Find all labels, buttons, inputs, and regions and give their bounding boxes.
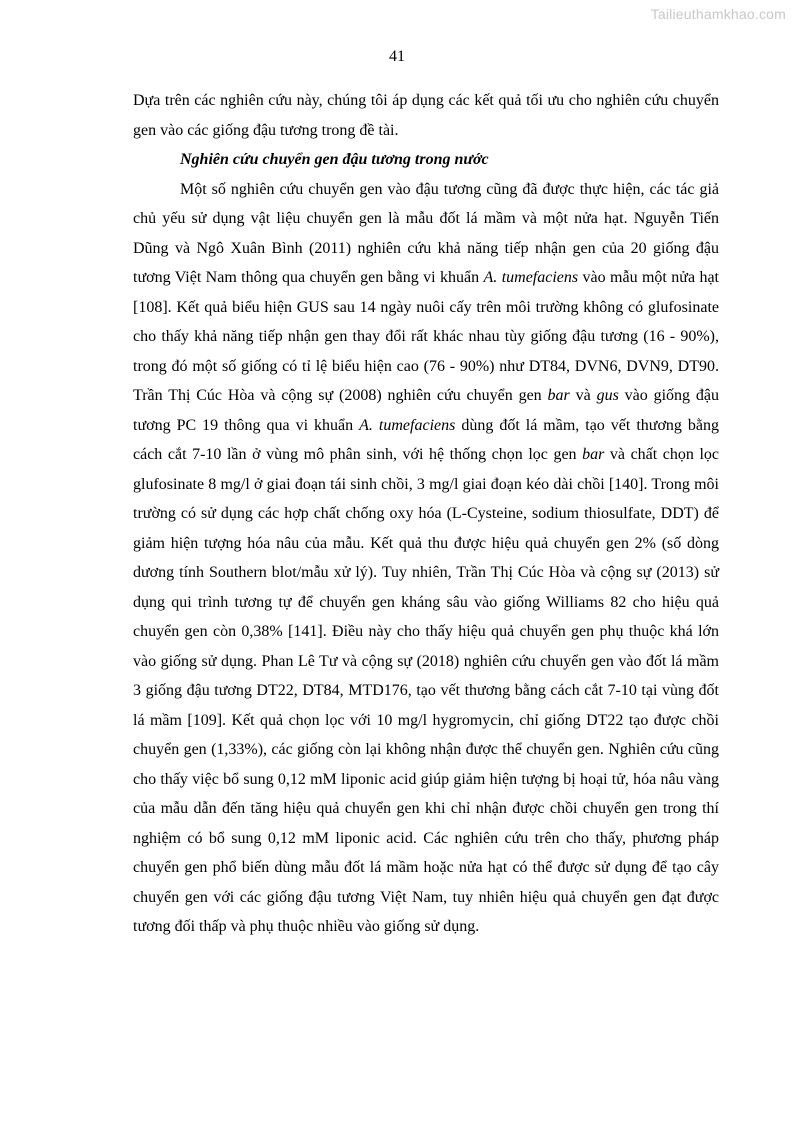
body-paragraph (133, 175, 719, 942)
body-text: và (569, 387, 597, 404)
body-italic-term: gus (596, 387, 619, 404)
body-italic-term: bar (582, 446, 605, 463)
intro-paragraph: Dựa trên các nghiên cứu này, chúng tôi áp dụng các kết quả tối ưu cho nghiên cứu chuyển gen vào các giống đậu tương trong đề tài. (133, 92, 719, 139)
watermark: Tailieuthamkhao.com (650, 6, 786, 22)
body-text: và chất chọn lọc glufosinate 8 mg/l ở giai đoạn tái sinh chồi, 3 mg/l giai đoạn kéo dài chồi [140]. Trong môi trường có sử dụng các hợp chất chống oxy hóa (L-Cysteine, sodium thiosulfate, DDT) để giảm hiện tượng hóa nâu của mẫu. Kết quả thu được hiệu quả chuyển gen 2% (số dòng dương tính Southern blot/mẫu xử lý). Tuy nhiên, Trần Thị Cúc Hòa và cộng sự (2013) sử dụng qui trình tương tự để chuyển gen kháng sâu vào giống Williams 82 cho hiệu quả chuyển gen còn 0,38% [141]. Điều này cho thấy hiệu quả chuyển gen phụ thuộc khá lớn vào giống sử dụng. Phan Lê Tư và cộng sự (2018) nghiên cứu chuyển gen vào đốt lá mầm 3 giống đậu tương DT22, DT84, MTD176, tạo vết thương bằng cách cắt 7-10 tại vùng đốt lá mầm [109]. Kết quả chọn lọc với 10 mg/l hygromycin, chỉ giống DT22 tạo được chồi chuyển gen (1,33%), các giống còn lại không nhận được thể chuyển gen. Nghiên cứu cũng cho thấy việc bổ sung 0,12 mM liponic acid giúp giảm hiện tượng bị hoại tử, hóa nâu vàng của mẫu dẫn đến tăng hiệu quả chuyển gen khi chỉ nhận được chồi chuyển gen trong thí nghiệm có bổ sung 0,12 mM liponic acid. Các nghiên cứu trên cho thấy, phương pháp chuyển gen phổ biến dùng mẫu đốt lá mầm hoặc nửa hạt có thể được sử dụng để tạo cây chuyển gen với các giống đậu tương Việt Nam, tuy nhiên hiệu quả chuyển gen đạt được tương đối thấp và phụ thuộc nhiều vào giống sử dụng. (133, 446, 719, 935)
section-heading: Nghiên cứu chuyển gen đậu tương trong nước (180, 151, 489, 168)
document-body (133, 86, 719, 942)
body-text: dùng đốt lá mầm, tạo vết thương bằng cách cắt 7-10 lần ở vùng mô phân sinh, với hệ thống chọn lọc gen (133, 416, 719, 463)
body-text: vào giống đậu tương PC 19 thông qua vi khuẩn (133, 387, 719, 434)
body-italic-term: A. tumefaciens (359, 416, 456, 434)
body-italic-term: A. tumefaciens (483, 269, 579, 286)
body-text: vào mẫu một nửa hạt [108]. Kết quả biểu hiện GUS sau 14 ngày nuôi cấy trên môi trường không có glufosinate cho thấy khả năng tiếp nhận gen thay đổi rất khác nhau tùy giống đậu tương (16 - 90%), trong đó một số giống có tỉ lệ biểu hiện cao (76 - 90%) như DT84, DVN6, DVN9, DT90. Trần Thị Cúc Hòa và cộng sự (2008) nghiên cứu chuyển gen (133, 269, 720, 404)
body-italic-term: bar (547, 387, 570, 404)
page-number: 41 (389, 48, 405, 65)
body-text: Một số nghiên cứu chuyển gen vào đậu tương cũng đã được thực hiện, các tác giả chủ yếu sử dụng vật liệu chuyển gen là mẫu đốt lá mầm và một nửa hạt. Nguyễn Tiến Dũng và Ngô Xuân Bình (2011) nghiên cứu khả năng tiếp nhận gen của 20 giống đậu tương Việt Nam thông qua chuyển gen bằng vi khuẩn (133, 180, 719, 286)
